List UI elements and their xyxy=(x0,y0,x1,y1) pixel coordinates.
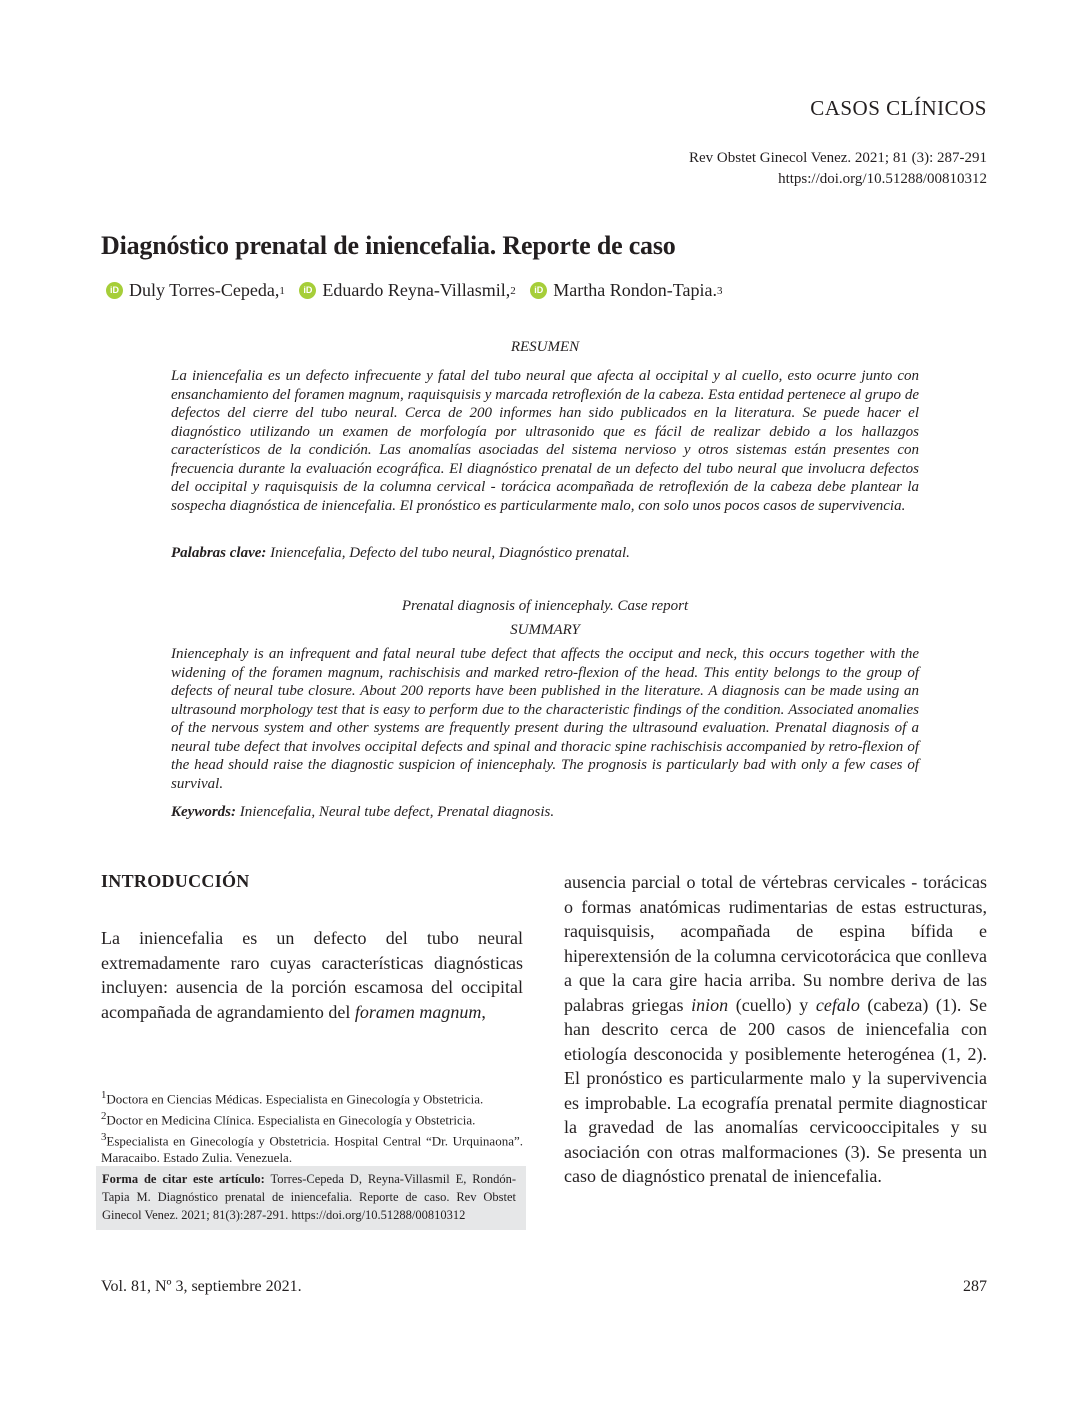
author-list xyxy=(106,277,732,301)
intro-emphasis: inion xyxy=(691,994,729,1015)
intro-text: (cabeza) (1). Se han descrito cerca de 200 casos de iniencefalia con etiología desconocida y posiblemente heterogénea (1, 2). El pronóstico es particularmente malo y la supervivencia es improbable. La ecografía prenatal permite diagnosticar la gravedad de las anomalías cervicooccipitales y su asociación con otras malformaciones (3). Se presenta un caso de diagnóstico prenatal de iniencefalia. xyxy=(564,994,987,1186)
summary-heading: SUMMARY xyxy=(510,622,580,638)
author-2 xyxy=(299,280,515,301)
cite-text: Torres-Cepeda D, Reyna-Villasmil E, Rondón-Tapia M. Diagnóstico prenatal de iniencefalia. Reporte de caso. Rev Obstet Ginecol Venez. 2021; 81(3):287-291. https://doi.org/10.51288/00810312 xyxy=(102,1172,516,1222)
author-affiliation: 3 xyxy=(716,284,723,297)
page-number: 287 xyxy=(963,1278,987,1295)
footnote-marker: 3 xyxy=(101,1130,107,1143)
how-to-cite-box xyxy=(96,1166,526,1230)
resumen-text: La iniencefalia es un defecto infrecuente y fatal del tubo neural que afecta al occipital y al cuello, esto ocurre junto con ensanchamiento del foramen magnum, raquisquisis y marcada retroflexión de la cabeza. Esta entidad pertenece al grupo de defectos del cierre del tubo neural. Cerca de 200 informes han sido publicados en la literatura. Se puede hacer el diagnóstico utilizando un examen de morfología por ultrasonido que es fácil de realizar debido a los hallazgos característicos de la condición. Las anomalías asociadas del sistema nervioso y otros sistemas están presentes con frecuencia durante la evaluación ecográfica. El diagnóstico prenatal de un defecto del tubo neural que involucra defectos del occipital y raquisquisis de la columna cervical - torácica acompañada de retroflexión de la cabeza debe plantear la sospecha diagnóstica de iniencefalia. El pronóstico es particularmente malo, con solo unos pocos casos de supervivencia. xyxy=(171,368,919,514)
intro-right-column xyxy=(564,870,987,1189)
intro-left-column xyxy=(101,926,523,1024)
keywords-label: Keywords: xyxy=(171,804,236,820)
article-title: Diagnóstico prenatal de iniencefalia. Reporte de caso xyxy=(101,231,676,260)
orcid-icon[interactable]: iD xyxy=(106,282,123,299)
resumen-heading: RESUMEN xyxy=(510,339,580,355)
footer-volume: Vol. 81, Nº 3, septiembre 2021. xyxy=(101,1278,302,1295)
orcid-icon[interactable]: iD xyxy=(299,282,316,299)
footnote-text: Doctora en Ciencias Médicas. Especialista en Ginecología y Obstetricia. xyxy=(106,1091,484,1107)
intro-heading: INTRODUCCIÓN xyxy=(101,871,250,891)
author-name: Duly Torres-Cepeda, xyxy=(129,280,280,300)
keywords-text: Iniencefalia, Defecto del tubo neural, Diagnóstico prenatal. xyxy=(266,545,630,561)
footnote-text: Especialista en Ginecología y Obstetricia. Hospital Central “Dr. Urquinaona”. Maracaibo. Estado Zulia. Venezuela. xyxy=(101,1132,523,1166)
cite-label: Forma de citar este artículo: xyxy=(102,1172,265,1186)
intro-text: (cuello) y xyxy=(728,994,816,1015)
author-1 xyxy=(106,280,285,301)
intro-emphasis: cefalo xyxy=(815,994,860,1015)
footnote xyxy=(101,1108,523,1129)
author-name: Martha Rondon-Tapia. xyxy=(553,280,717,300)
resumen-keywords xyxy=(171,545,919,562)
footnote-text: Doctor en Medicina Clínica. Especialista en Ginecología y Obstetricia. xyxy=(106,1112,476,1128)
keywords-label: Palabras clave: xyxy=(171,545,267,561)
intro-text: La iniencefalia es un defecto del tubo neural extremadamente raro cuyas características diagnósticas incluyen: ausencia de la porción escamosa del occipital acompañada de agrandamiento del xyxy=(101,928,523,1022)
section-label: CASOS CLÍNICOS xyxy=(810,96,987,120)
summary-text: Iniencephaly is an infrequent and fatal neural tube defect that affects the occiput and neck, this occurs together with the widening of the foramen magnum, rachischisis and marked retro-flexion of the head. This entity belongs to the group of defects of neural tube closure. About 200 reports have been published in the literature. A diagnosis can be made using an ultrasound morphology test that is easy to perform due to the characteristic findings of the condition. Associated anomalies of the nervous system and other systems are frequently present during the ultrasound evaluation. Prenatal diagnosis of a neural tube defect that involves occipital defects and spinal and thoracic spine rachischisis accompanied by retro-flexion of the head should raise the diagnostic suspicion of iniencephaly. The prognosis is particularly bad with only a few cases of survival. xyxy=(171,646,919,792)
doi-link[interactable]: https://doi.org/10.51288/00810312 xyxy=(778,171,987,187)
footnote-marker: 2 xyxy=(101,1109,107,1122)
intro-text: , xyxy=(481,1001,486,1022)
footnote xyxy=(101,1087,523,1108)
author-name: Eduardo Reyna-Villasmil, xyxy=(322,280,511,300)
author-3 xyxy=(530,280,722,301)
citation-line: Rev Obstet Ginecol Venez. 2021; 81 (3): 287-291 xyxy=(688,150,987,166)
affiliation-footnotes xyxy=(101,1087,523,1167)
intro-emphasis: foramen magnum xyxy=(354,1001,482,1022)
journal-citation xyxy=(689,148,987,190)
summary-keywords xyxy=(171,804,919,821)
orcid-icon[interactable]: iD xyxy=(530,282,547,299)
author-affiliation: 2 xyxy=(510,284,516,297)
footnote-marker: 1 xyxy=(101,1089,107,1101)
keywords-text: Iniencefalia, Neural tube defect, Prenatal diagnosis. xyxy=(236,804,555,820)
footnote xyxy=(101,1129,523,1167)
intro-text: ausencia parcial o total de vértebras cervicales - torácicas o formas anatómicas rudimentarias de estas estructuras, raquisquisis, acompañada de espina bífida e hiperextensión de la columna cervicotorácica que conlleva a que la cara gire hacia arriba. Su nombre deriva de las palabras griegas xyxy=(564,872,987,1015)
author-affiliation: 1 xyxy=(279,284,285,297)
english-title: Prenatal diagnosis of iniencephaly. Case report xyxy=(401,598,689,614)
